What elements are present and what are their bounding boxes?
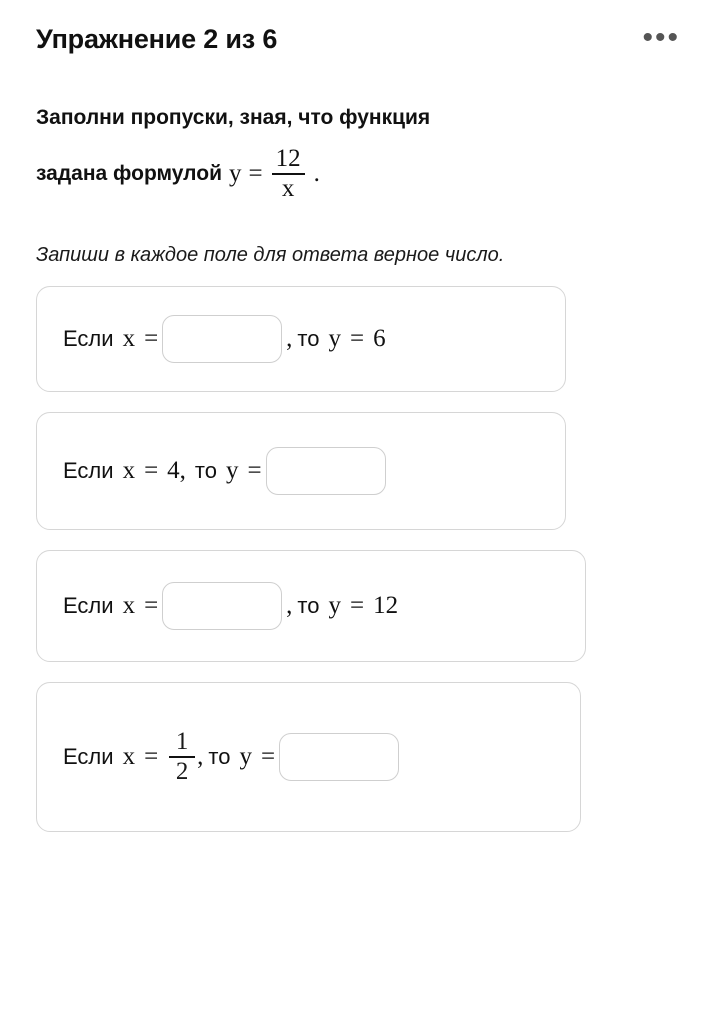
x-variable-2: x [122,457,136,484]
then-label-3: то [297,593,320,618]
equals-sign-4a: = [144,743,159,770]
y-value-1: 6 [373,325,386,352]
equals-sign-3b: = [350,592,365,619]
task-line-2 [36,146,684,202]
x-variable-4: x [122,743,136,770]
page-title: Упражнение 2 из 6 [36,24,278,54]
x-value-2: 4 [167,457,180,484]
comma-2: , [179,457,186,484]
answer-input-1[interactable] [162,315,282,363]
if-label-2: Если [63,458,114,483]
y-variable-2: y [226,457,239,484]
then-label-1: то [297,326,320,351]
answer-cards [36,286,684,832]
y-variable-3: y [328,592,341,619]
formula-lhs: y [229,160,242,187]
formula-numerator: 12 [275,145,301,172]
formula-equals: = [248,160,263,187]
more-horizontal-icon[interactable]: ••• [642,21,680,54]
then-label-2: то [194,458,217,483]
equals-sign-3a: = [144,592,159,619]
formula-period: . [313,160,320,187]
y-variable-4: y [239,743,252,770]
answer-card-2[interactable] [36,412,566,530]
x-variable-1: x [122,325,136,352]
instruction-text: Запиши в каждое поле для ответа верное число. [36,244,505,266]
x-fraction-numerator-4: 1 [175,728,189,755]
y-value-3: 12 [373,592,399,619]
y-variable-1: y [328,325,341,352]
comma-3: , [286,592,293,619]
answer-expression-2 [63,447,390,495]
equals-sign-2b: = [247,457,262,484]
if-label-1: Если [63,326,114,351]
answer-card-3[interactable] [36,550,586,662]
task-line-2-prefix: задана формулой [36,162,222,185]
if-label-3: Если [63,593,114,618]
formula-fraction [272,146,305,202]
answer-input-3[interactable] [162,582,282,630]
answer-expression-1 [63,315,386,363]
task-line-1: Заполни пропуски, зная, что функция [36,106,431,129]
equals-sign-1a: = [144,325,159,352]
answer-expression-4 [63,729,403,785]
formula-denominator: x [281,174,295,202]
task-statement [36,100,684,202]
comma-1: , [286,325,293,352]
answer-card-1[interactable] [36,286,566,392]
answer-card-4[interactable] [36,682,581,832]
x-fraction-denominator-4: 2 [175,757,189,785]
x-variable-3: x [122,592,136,619]
if-label-4: Если [63,744,114,769]
answer-input-2[interactable] [266,447,386,495]
equals-sign-2a: = [144,457,159,484]
equals-sign-1b: = [350,325,365,352]
comma-4: , [197,743,204,770]
x-value-fraction-4 [169,729,195,785]
equals-sign-4b: = [261,743,276,770]
answer-input-4[interactable] [279,733,399,781]
then-label-4: то [208,744,231,769]
answer-expression-3 [63,582,398,630]
page-header [36,22,684,70]
